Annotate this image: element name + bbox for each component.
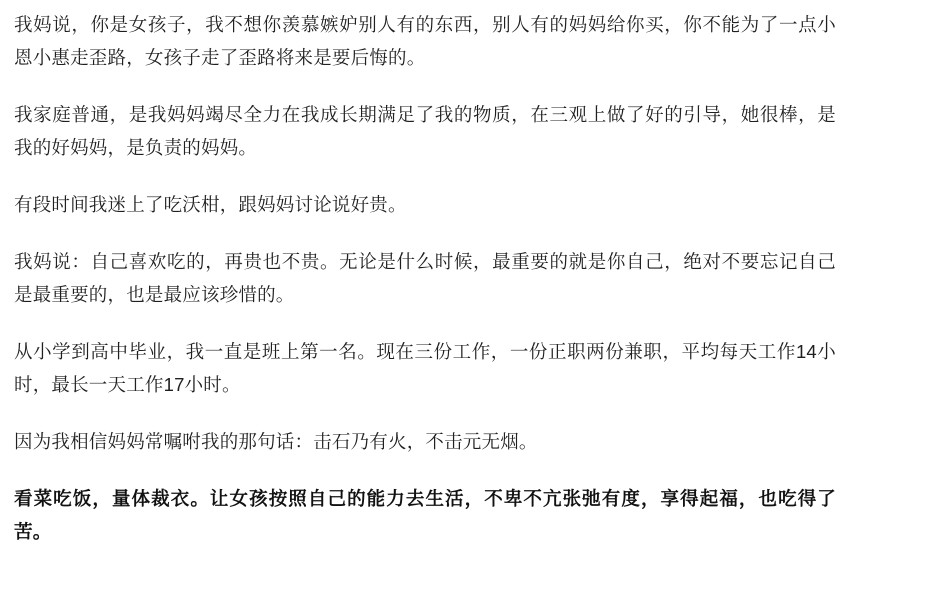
paragraph: 我家庭普通，是我妈妈竭尽全力在我成长期满足了我的物质，在三观上做了好的引导，她很棒，是我的好妈妈，是负责的妈妈。 [14, 104, 836, 158]
paragraph: 我妈说，你是女孩子，我不想你羡慕嫉妒别人有的东西，别人有的妈妈给你买，你不能为了一点小恩小惠走歪路，女孩子走了歪路将来是要后悔的。 [14, 14, 836, 68]
paragraph: 从小学到高中毕业，我一直是班上第一名。现在三份工作，一份正职两份兼职，平均每天工作14小时，最长一天工作17小时。 [14, 341, 836, 395]
paragraph-emphasis: 看菜吃饭，量体裁衣。让女孩按照自己的能力去生活，不卑不亢张弛有度，享得起福，也吃得了苦。 [14, 488, 836, 542]
paragraph: 我妈说：自己喜欢吃的，再贵也不贵。无论是什么时候，最重要的就是你自己，绝对不要忘记自己是最重要的，也是最应该珍惜的。 [14, 251, 836, 305]
paragraph: 因为我相信妈妈常嘱咐我的那句话：击石乃有火，不击元无烟。 [14, 431, 538, 452]
paragraph: 有段时间我迷上了吃沃柑，跟妈妈讨论说好贵。 [14, 194, 407, 215]
